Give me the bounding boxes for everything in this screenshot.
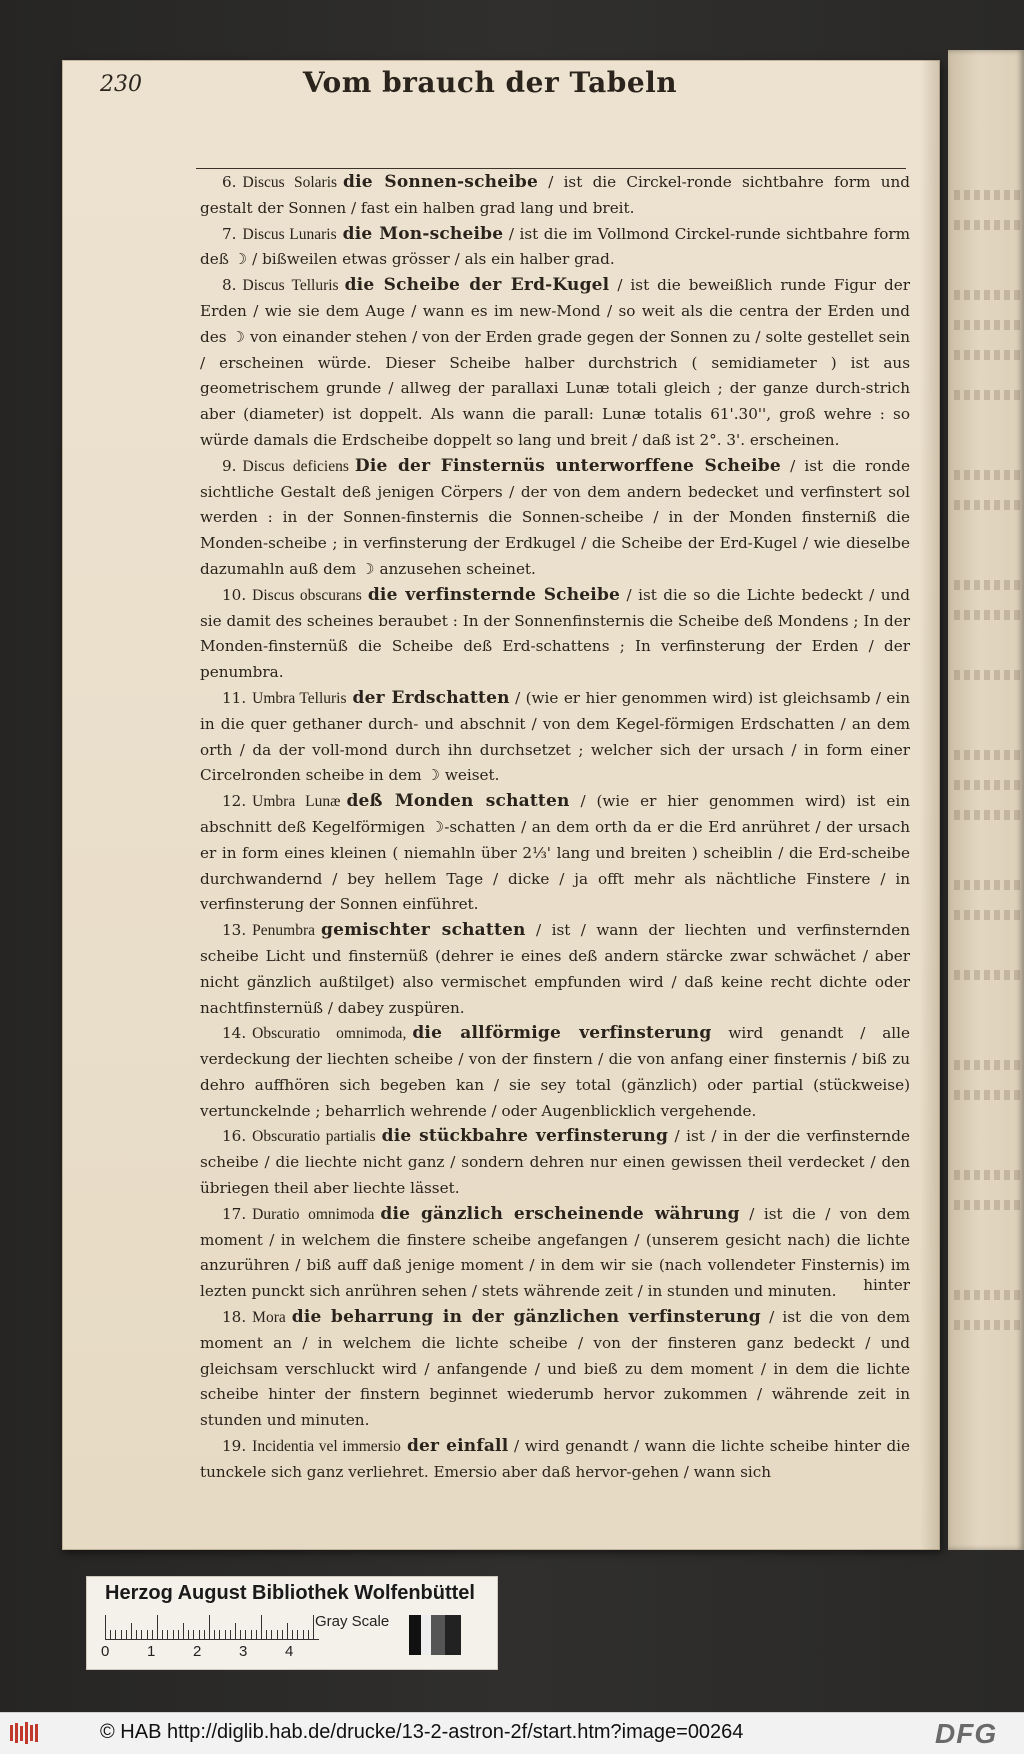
german-term: die allförmige verfinsterung	[412, 1023, 712, 1044]
definition-text: / ist die beweißlich runde Figur der Erden / wie sie dem Auge / wann es im new-Mond / so weit als die centra der Erden und des ☽ von einander stehen / von der Erden grade gegen der Sonnen zu / solte gestellet sein / erscheinen würde. Dieser Scheibe halber durchstrich ( semidiameter ) ist aus geometrischem grunde / allweg der parallaxi Lunæ totali gleich ; der ganze durch-strich aber (diameter) ist doppelt. Als wann die parall: Lunæ totalis 61'.30'', groß wehre : so würde damals die Erdscheibe doppelt so lang und breit / daß ist 2°. 3'. erscheinen.	[200, 276, 911, 449]
german-term: die gänzlich erscheinende währung	[380, 1203, 740, 1224]
latin-term: Discus obscurans	[252, 586, 362, 604]
entry-number: 10.	[222, 585, 247, 604]
latin-term: Obscuratio omnimoda,	[252, 1025, 407, 1043]
entry-number: 12.	[222, 792, 247, 811]
german-term: Die der Finsternüs unterworffene Scheibe	[354, 455, 781, 476]
entry-number: 9.	[222, 456, 237, 475]
grayscale-swatches	[409, 1615, 461, 1655]
running-head	[100, 66, 880, 106]
adjacent-page-edge	[948, 50, 1024, 1550]
german-term: gemischter schatten	[321, 920, 526, 941]
entry-number: 18.	[222, 1308, 247, 1327]
latin-term: Discus Solaris	[242, 174, 338, 191]
definition-text: / ist die / von dem moment / in welchem die finstere scheibe angefangen / (unserem gesicht nach) die lichte anzurühren / biß auff daß jenige moment / in dem wir sie (nach vollendeter Finsternis) im lezten punckt sich anrühren sehen / stets währende zeit / in stunden und minuten.	[200, 1204, 910, 1301]
german-term: der einfall	[406, 1436, 509, 1457]
ruler-tick	[292, 1630, 293, 1639]
ruler-tick	[214, 1630, 215, 1639]
ruler-label: 4	[285, 1643, 294, 1660]
ruler-tick	[121, 1630, 122, 1639]
ruler-tick	[157, 1615, 158, 1639]
ruler-tick	[266, 1630, 267, 1639]
ruler-tick	[282, 1630, 283, 1639]
german-term: die stückbahre verfinsterung	[381, 1126, 669, 1147]
library-name: Herzog August Bibliothek Wolfenbüttel	[105, 1582, 475, 1604]
ruler-tick	[105, 1615, 106, 1639]
ruler-tick	[110, 1630, 111, 1639]
entry-number: 6.	[222, 173, 237, 191]
ruler-tick	[188, 1630, 189, 1639]
source-url[interactable]: © HAB http://diglib.hab.de/drucke/13-2-astron-2f/start.htm?image=00264	[100, 1721, 744, 1743]
definition-text: wird genandt / alle verdeckung der liechten scheibe / von der finstern / die von anfang einer finsternis / biß zu dehro auffhören sich begeben kan / sie sey total (gänzlich) oder partial (stückweise) vertunckelnde ; beharrlich wehrende / oder Augenblicklich vergehende.	[200, 1024, 911, 1120]
definition-text: / ist die Circkel-ronde sichtbahre form und gestalt der Sonnen / fast ein halben grad lang und breit.	[200, 173, 910, 217]
ruler-label: 0	[101, 1643, 110, 1660]
definition-entry	[200, 583, 910, 686]
latin-term: Obscuratio partialis	[252, 1128, 376, 1146]
definition-entry	[200, 918, 910, 1021]
ruler-tick	[277, 1630, 278, 1639]
ruler-tick	[199, 1630, 200, 1639]
entry-number: 14.	[222, 1024, 247, 1043]
hab-logo-icon	[8, 1721, 44, 1745]
dfg-logo: DFG	[935, 1718, 998, 1749]
german-term: die Mon-scheibe	[342, 223, 504, 244]
latin-term: Discus Lunaris	[242, 225, 337, 243]
latin-term: Penumbra	[252, 922, 316, 940]
ruler-tick	[251, 1630, 252, 1639]
definition-entry	[200, 1434, 910, 1486]
ruler-tick	[183, 1623, 184, 1639]
definition-text: / ist die im Vollmond Circkel-runde sichtbahre form deß ☽ / bißweilen etwas grösser / als ein halber grad.	[200, 224, 911, 269]
ruler-tick	[219, 1630, 220, 1639]
german-term: die verfinsternde Scheibe	[367, 584, 621, 605]
ruler-tick	[131, 1623, 132, 1639]
ruler-tick	[141, 1630, 142, 1639]
definition-entry	[200, 170, 910, 222]
ruler-tick	[115, 1630, 116, 1639]
ruler-tick	[126, 1630, 127, 1639]
color-reference-bar	[86, 1576, 498, 1670]
german-term: die Sonnen-scheibe	[343, 172, 538, 192]
ruler-tick	[147, 1630, 148, 1639]
header-rule	[196, 168, 906, 169]
entry-number: 8.	[222, 276, 237, 295]
entry-number: 19.	[222, 1437, 247, 1456]
ruler-tick	[204, 1630, 205, 1639]
definition-text: / ist / in der die verfinsternde scheibe / die liechte nicht ganz / sondern dehren nur einen gewissen theil verdecket / den übriegen theil aber liechte lässet.	[200, 1127, 910, 1198]
entry-number: 16.	[222, 1127, 247, 1146]
ruler-tick	[308, 1630, 309, 1639]
ruler-tick	[162, 1630, 163, 1639]
definition-text: / ist die von dem moment an / in welchem die lichte scheibe / von der finsteren ganz bedeckt / und gleichsam verschluckt wird / anfangende / und bieß zu dem moment / in dem die lichte scheibe hinter der finstern beginnet wiederumb hervor zukommen / währende zeit in stunden und minuten.	[200, 1308, 910, 1430]
scale-ruler	[105, 1615, 319, 1641]
definition-entry	[200, 1124, 910, 1201]
german-term: die Scheibe der Erd-Kugel	[344, 275, 610, 296]
definition-text: / ist / wann der liechten und verfinsternden scheibe Licht und finsternüß (dehrer ie eines deß andern stärcke zwar schwächet / aber nicht gänzlich außtilget) also vermischet empfunden wird / daß keine recht dichte oder nachtfinsternüß / dabey zuspüren.	[200, 921, 911, 1017]
ruler-tick	[256, 1630, 257, 1639]
german-term: die beharrung in der gänzlichen verfinsterung	[291, 1307, 761, 1328]
ruler-tick	[167, 1630, 168, 1639]
latin-term: Umbra Telluris	[252, 689, 347, 707]
definition-text: / ist die so die Lichte bedeckt / und sie damit des scheines beraubet : In der Sonnenfinsternis die Scheibe deß Mondens ; In der Monden-finsternüß die Scheibe deß Erd-schattens ; In verfinsterung der Erden / der penumbra.	[200, 585, 910, 682]
definition-entry	[200, 454, 910, 583]
ruler-tick	[261, 1615, 262, 1639]
definition-text: / ist die ronde sichtliche Gestalt deß jenigen Cörpers / der von dem andern bedecket und verfinstert sol werden : in der Sonnen-finsternis die Sonnen-scheibe / in der Monden finsterniß die Monden-scheibe ; in verfinsterung der Erdkugel / die Scheibe der Erd-Kugel / wie dieselbe dazumahln auß dem ☽ anzusehen scheinet.	[200, 456, 910, 578]
entry-number: 11.	[222, 688, 247, 707]
ruler-tick	[303, 1630, 304, 1639]
definition-entry	[200, 1021, 910, 1124]
definition-text: / (wie er hier genommen wird) ist gleichsamb / ein in die quer gethaner durch- und abschnit / von dem Kegel-förmigen Erdschatten / an dem orth / da der voll-mond durch ihn durchsetzet ; welcher sich der ursach / in form einer Circelronden scheibe in dem ☽ weiset.	[200, 688, 911, 785]
catchword: hinter	[863, 1276, 910, 1294]
definition-text: / wird genandt / wann die lichte scheibe hinter die tunckele sich ganz verliehret. Emersio aber daß hervor-gehen / wann sich	[200, 1437, 911, 1481]
definition-entry	[200, 1305, 910, 1434]
ruler-tick	[136, 1630, 137, 1639]
latin-term: Duratio omnimoda	[252, 1205, 375, 1223]
ruler-tick	[173, 1630, 174, 1639]
german-term: der Erdschatten	[352, 687, 510, 708]
latin-term: Discus deficiens	[242, 457, 349, 475]
ruler-tick	[297, 1630, 298, 1639]
latin-term: Umbra Lunæ	[252, 793, 341, 811]
latin-term: Discus Telluris	[242, 277, 339, 295]
entry-number: 7.	[222, 224, 237, 243]
ruler-tick	[245, 1630, 246, 1639]
ruler-tick	[271, 1630, 272, 1639]
definition-entry	[200, 273, 910, 454]
ruler-tick	[230, 1630, 231, 1639]
definition-entry	[200, 789, 910, 918]
latin-term: Incidentia vel immersio	[252, 1438, 401, 1456]
entry-number: 17.	[222, 1204, 247, 1223]
ruler-tick	[209, 1615, 210, 1639]
ruler-tick	[313, 1615, 314, 1639]
ruler-tick	[240, 1630, 241, 1639]
definition-entry	[200, 222, 910, 274]
ruler-tick	[235, 1623, 236, 1639]
ruler-tick	[287, 1623, 288, 1639]
ruler-label: 1	[147, 1643, 156, 1660]
grayscale-label: Gray Scale	[315, 1613, 390, 1630]
definition-entry	[200, 686, 910, 789]
page-number: 230	[100, 72, 142, 97]
viewer-footer	[0, 1712, 1024, 1754]
german-term: deß Monden schatten	[346, 791, 570, 812]
ruler-tick	[193, 1630, 194, 1639]
ruler-label: 2	[193, 1643, 202, 1660]
entry-number: 13.	[222, 921, 247, 940]
ruler-tick	[178, 1630, 179, 1639]
latin-term: Mora	[252, 1309, 286, 1327]
running-head-title: Vom brauch der Tabeln	[302, 66, 678, 99]
definition-text: / (wie er hier genommen wird) ist ein abschnitt deß Kegelförmigen ☽-schatten / an dem orth da er die Erd anrühret / der ursach er in form eines kleinen ( niemahln über 2⅓' lang und breiten ) scheiblin / die Erd-scheibe durchwandernd / bey hellem Tage / dicke / ja offt mehr als nächtliche Finstere / in verfinsterung der Sonnen einführet.	[200, 792, 910, 914]
ruler-tick	[152, 1630, 153, 1639]
ruler-label: 3	[239, 1643, 248, 1660]
ruler-tick	[225, 1630, 226, 1639]
